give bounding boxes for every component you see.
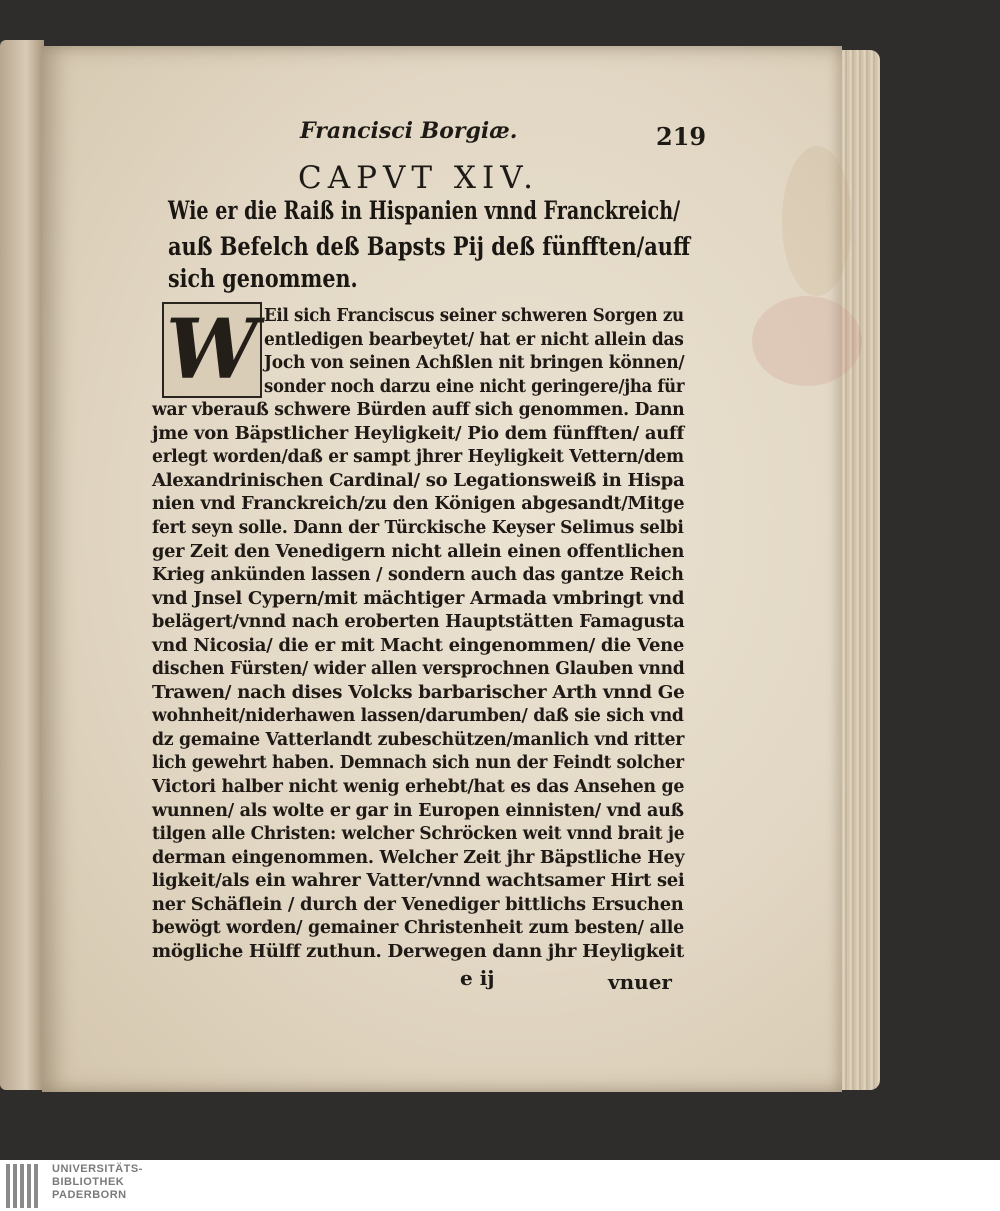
body-text-line: ligkeit/als ein wahrer Vatter/vnnd wachtsamer Hirt sei bbox=[152, 871, 685, 892]
page-stain bbox=[782, 146, 852, 296]
body-text-line: mögliche Hülff zuthun. Derwegen dann jhr Heyligkeit bbox=[152, 941, 684, 962]
chapter-heading-line: sich genommen. bbox=[168, 264, 358, 293]
body-text-line: erlegt worden/daß er sampt jhrer Heyligkeit Vettern/dem bbox=[152, 447, 684, 468]
body-text-line: entledigen bearbeytet/ hat er nicht allein das bbox=[264, 329, 684, 350]
body-text-line: nien vnd Franckreich/zu den Königen abgesandt/Mitge bbox=[152, 494, 685, 515]
page-stain bbox=[752, 296, 862, 386]
running-head: Francisci Borgiæ. bbox=[300, 118, 518, 144]
body-text-line: Trawen/ nach dises Volcks barbarischer Arth vnnd Ge bbox=[152, 682, 685, 703]
body-text-line: wunnen/ als wolte er gar in Europen einnisten/ vnd auß bbox=[152, 800, 684, 821]
body-text-line: vnd Nicosia/ die er mit Macht eingenommen/ die Vene bbox=[152, 635, 685, 656]
body-text-line: Krieg ankünden lassen / sondern auch das gantze Reich bbox=[152, 565, 684, 586]
body-text-line: lich gewehrt haben. Demnach sich nun der Feindt solcher bbox=[152, 753, 684, 774]
signature-mark: e ij bbox=[460, 966, 495, 990]
body-text-line: war vberauß schwere Bürden auff sich genommen. Dann bbox=[152, 400, 685, 421]
body-text-line: Joch von seinen Achßlen nit bringen können/ bbox=[264, 353, 685, 374]
body-text-line: bewögt worden/ gemainer Christenheit zum besten/ alle bbox=[152, 918, 684, 939]
body-text-line: vnd Jnsel Cypern/mit mächtiger Armada vmbringt vnd bbox=[152, 588, 685, 609]
body-text-line: Alexandrinischen Cardinal/ so Legationsweiß in Hispa bbox=[152, 470, 685, 491]
body-text-line: wohnheit/niderhawen lassen/darumben/ daß sie sich vnd bbox=[152, 706, 684, 727]
catchword: vnuer bbox=[608, 970, 672, 994]
body-text-line: sonder noch darzu eine nicht geringere/jha für bbox=[264, 376, 685, 397]
body-text-line: Eil sich Franciscus seiner schweren Sorgen zu bbox=[264, 306, 684, 326]
body-text-line: ner Schäflein / durch der Venediger bittlichs Ersuchen bbox=[152, 894, 684, 915]
library-name-line: UNIVERSITÄTS- bbox=[52, 1163, 143, 1175]
page-number: 219 bbox=[656, 122, 707, 151]
library-name-line: PADERBORN bbox=[52, 1189, 127, 1201]
library-logo-icon bbox=[6, 1164, 46, 1208]
body-text-line: jme von Bäpstlicher Heyligkeit/ Pio dem fünfften/ auff bbox=[152, 423, 684, 444]
body-text-line: Victori halber nicht wenig erhebt/hat es das Ansehen ge bbox=[152, 777, 685, 797]
body-text-line: derman eingenommen. Welcher Zeit jhr Bäpstliche Hey bbox=[152, 847, 685, 868]
body-text-line: belägert/vnnd nach eroberten Hauptstätten Famagusta bbox=[152, 612, 685, 633]
body-text-line: fert seyn solle. Dann der Türckische Keyser Selimus selbi bbox=[152, 517, 684, 538]
chapter-title: CAPVT XIV. bbox=[298, 160, 540, 196]
library-name-line: BIBLIOTHEK bbox=[52, 1176, 125, 1188]
chapter-heading-line: auß Befelch deß Bapsts Pij deß fünfften/auff bbox=[168, 232, 691, 261]
decorated-initial: W bbox=[162, 302, 262, 398]
body-text-line: dz gemaine Vatterlandt zubeschützen/manlich vnd ritter bbox=[152, 729, 685, 750]
body-text-line: tilgen alle Christen: welcher Schröcken weit vnnd brait je bbox=[152, 824, 685, 845]
body-text-line: dischen Fürsten/ wider allen versprochnen Glauben vnnd bbox=[152, 659, 685, 680]
previous-page-edge bbox=[0, 40, 44, 1090]
body-text-line: ger Zeit den Venedigern nicht allein einen offentlichen bbox=[152, 541, 685, 562]
library-footer bbox=[0, 1160, 1000, 1211]
chapter-heading-line: Wie er die Raiß in Hispanien vnnd Franckreich/ bbox=[168, 196, 681, 225]
